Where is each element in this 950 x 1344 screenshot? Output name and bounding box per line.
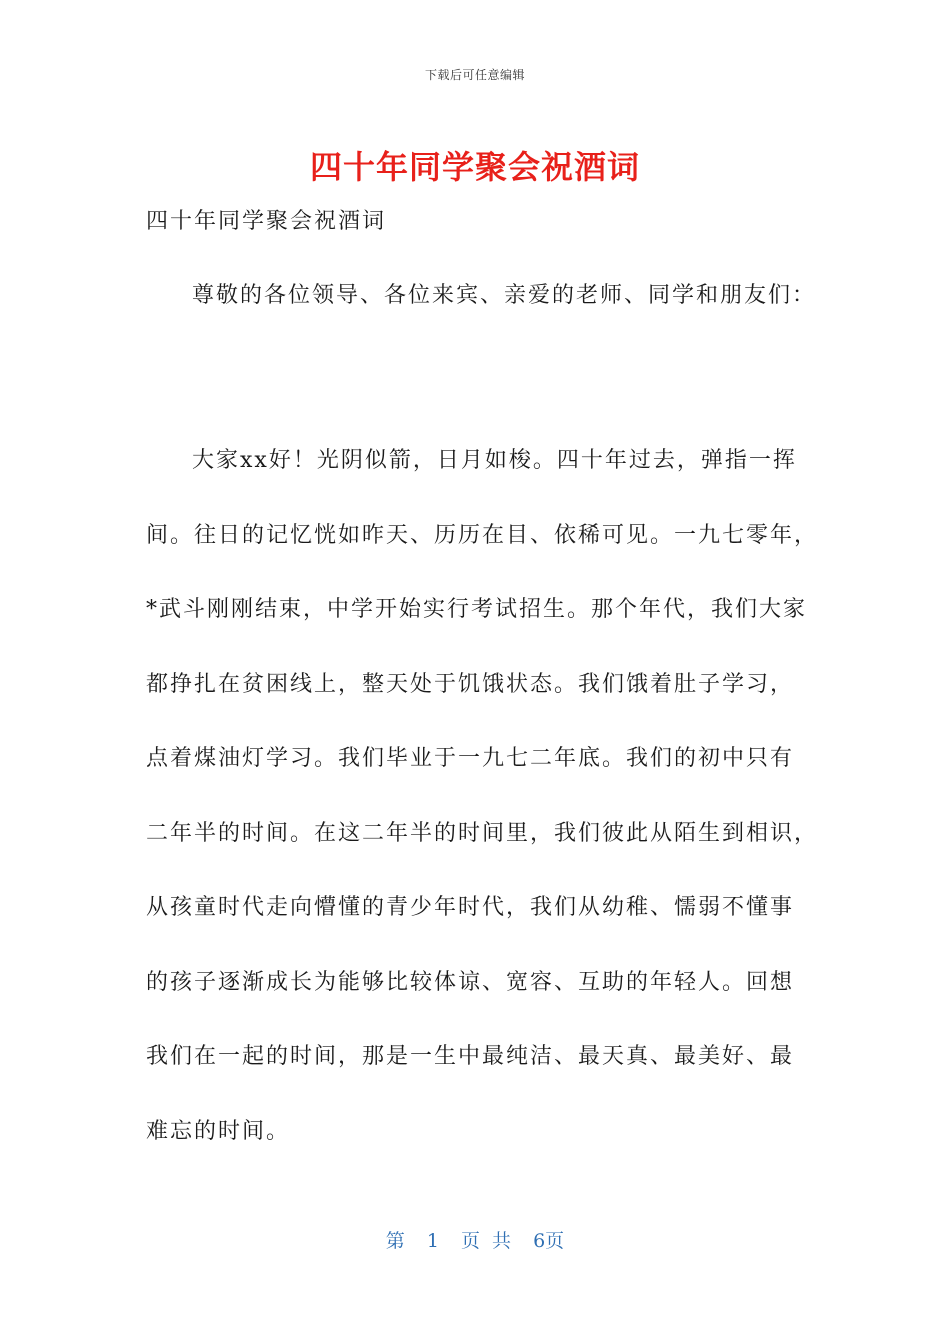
body-line: 我们在一起的时间，那是一生中最纯洁、最天真、最美好、最: [146, 1044, 795, 1069]
body-line: *武斗刚刚结束，中学开始实行考试招生。那个年代，我们大家: [146, 597, 808, 622]
page-total: 6页: [533, 1230, 565, 1252]
body-line: 间。往日的记忆恍如昨天、历历在目、依稀可见。一九七零年，: [146, 522, 819, 548]
salutation: 尊敬的各位领导、各位来宾、亲爱的老师、同学和朋友们：: [192, 283, 817, 308]
document-subtitle: 四十年同学聚会祝酒词: [146, 209, 387, 234]
page-mid: 页 共: [461, 1230, 512, 1252]
body-line: 点着煤油灯学习。我们毕业于一九七二年底。我们的初中只有: [146, 746, 795, 771]
page-prefix: 第: [385, 1230, 405, 1252]
body-line: 的孩子逐渐成长为能够比较体谅、宽容、互助的年轻人。回想: [146, 969, 795, 995]
body-paragraph: [146, 424, 819, 1169]
header-note: 下载后可任意编辑: [424, 68, 525, 82]
body-line: 二年半的时间。在这二年半的时间里，我们彼此从陌生到相识，: [146, 820, 819, 846]
body-line: 大家xx好！光阴似箭，日月如梭。四十年过去，弹指一挥: [192, 448, 797, 473]
body-line: 难忘的时间。: [146, 1118, 291, 1144]
document-title: 四十年同学聚会祝酒词: [309, 148, 640, 186]
page-footer: [0, 1226, 950, 1253]
page-current: 1: [426, 1230, 439, 1252]
body-line: 从孩童时代走向懵懂的青少年时代，我们从幼稚、懦弱不懂事: [146, 895, 795, 920]
body-line: 都挣扎在贫困线上，整天处于饥饿状态。我们饿着肚子学习，: [146, 671, 795, 697]
